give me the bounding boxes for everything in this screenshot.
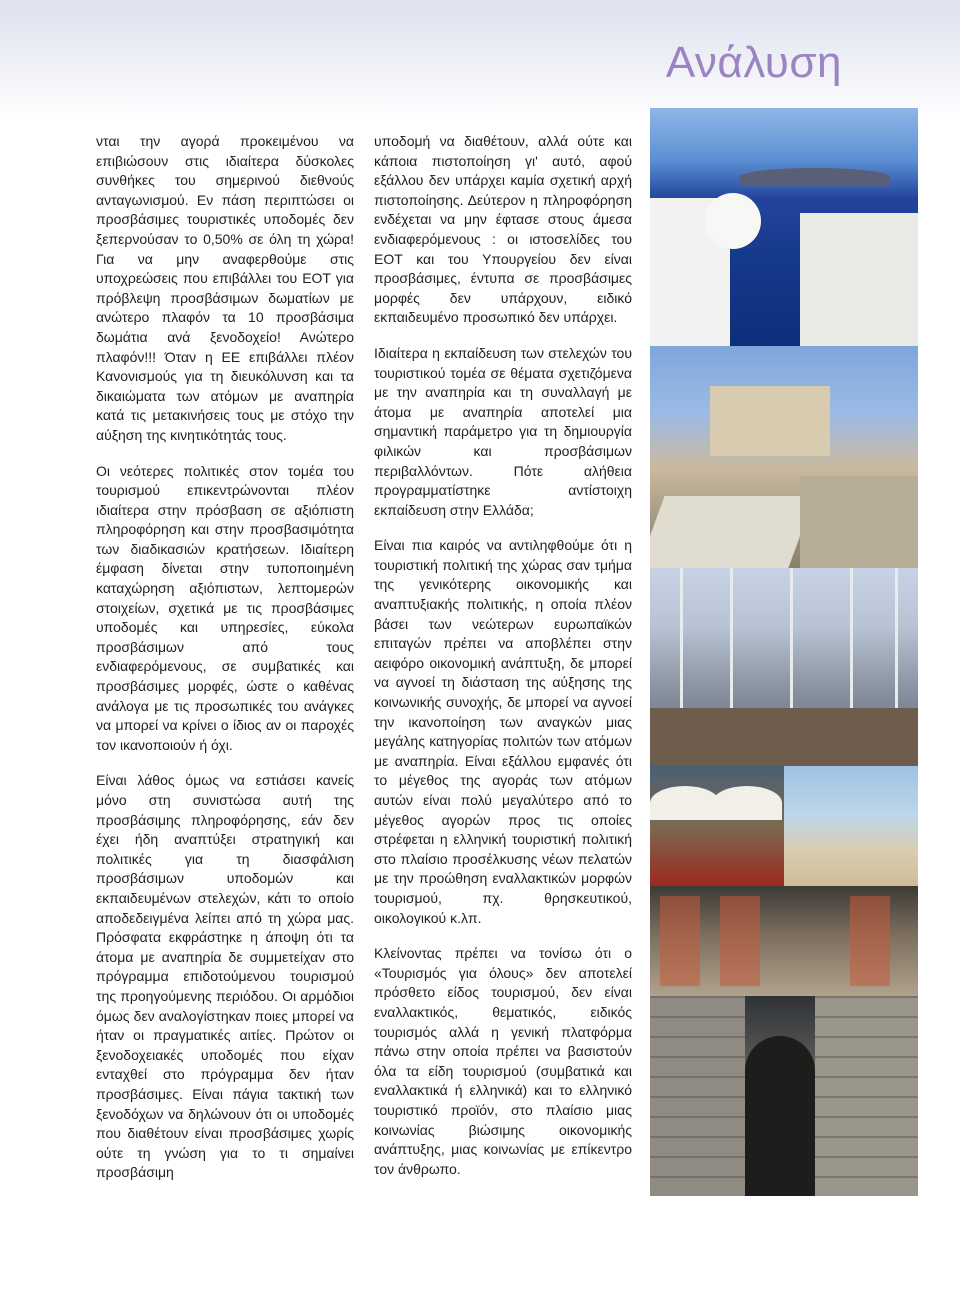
- photo-shape: [790, 568, 793, 718]
- photo-marina-sailboats: [650, 568, 918, 766]
- photo-shape: [650, 496, 815, 568]
- photo-shape: [705, 193, 761, 249]
- photo-shape: [815, 996, 918, 1196]
- photo-shape: [712, 786, 782, 820]
- photo-santorini-sea-view: [650, 108, 918, 346]
- photo-collage: [650, 108, 918, 1308]
- photo-shape: [730, 568, 733, 718]
- section-title: Ανάλυση: [665, 38, 842, 87]
- photo-cafe-terrace: [650, 766, 784, 886]
- photo-shape: [650, 996, 745, 1196]
- paragraph: νται την αγορά προκειμένου να επιβιώσουν στις ιδιαίτερα δύσκολες συνθήκες του σημερινού διεθνούς ανταγωνισμού. Εν πάση περιπτώσει οι προσβάσιμες τουριστικές υποδομές δεν ξεπερνούσαν το 0,50% σε όλη τη χώρα! Για να μην αναφερθούμε στις υποχρεώσεις που επιβάλλει του ΕΟΤ για πρόβλεψη προσβάσιμων δωματίων με ανώτερο πλαφόν τα 10 προσβάσιμα δωμάτια ανά ξενοδοχείο! Ανώτερο πλαφόν!!! Όταν η ΕΕ επιβάλλει πλέον Κανονισμούς για τη διευκόλυνση και τα δικαιώματα των ατόμων με αναπηρία κατά τις μετακινήσεις τους με στόχο την αύξηση της κινητικότητάς τους.: [96, 133, 354, 443]
- photo-shape: [720, 896, 760, 986]
- photo-shop-street: [650, 886, 918, 996]
- text-column-middle: [374, 132, 632, 1195]
- paragraph: Είναι λάθος όμως να εστιάσει κανείς μόνο στη συνιστώσα αυτή της προσβάσιμης πληροφόρησης, εάν δεν έχει ήδη αναπτύξει στρατηγική και πολιτικές για τη διασφάλιση προσβάσιμων υποδομών και εκπαιδευμένων στελεχών, κάτι το οποίο αποδεδειγμένα λείπει από τη χώρα μας. Πρόσφατα εκφράστηκε η άποψη ότι τα άτομα με αναπηρία δε συμμετείχαν στο πρόγραμμα επιδοτούμενου τουρισμού της προηγούμενης περιόδου. Οι αρμόδιοι όμως δεν αναλογίστηκαν ποιες μπορεί να ήταν οι πραγματικές αιτίες. Πρώτον οι ξενοδοχειακές υποδομές που είχαν ενταχθεί στο πρόγραμμα δεν ήταν προσβάσιμες. Είναι πάγια τακτική των ξενοδόχων να δηλώνουν ότι οι υποδομές που διαθέτουν είναι προσβάσιμες χωρίς ούτε τη γνώση για το τι σημαίνει προσβάσιμη: [96, 772, 354, 1181]
- photo-shape: [680, 568, 683, 718]
- photo-beach-wheelchair: [784, 766, 918, 886]
- photo-shape: [650, 708, 918, 766]
- photo-shape: [650, 786, 720, 820]
- paragraph: Είναι πια καιρός να αντιληφθούμε ότι η τουριστική πολιτική της χώρας σαν τμήμα της γενικότερης οικονομικής και αναπτυξιακής πολιτικής, η οποία πλέον βάσει των νεώτερων ευρωπαϊκών επιταγών πρέπει να αποβλέπει στην αειφόρο οικονομική ανάπτυξη, δε μπορεί να αγνοεί τη διάσταση της αύξησης της κοινωνικής συνοχής, δε μπορεί να αγνοεί την ικανοποίηση των αναγκών μιας μεγάλης κατηγορίας πολιτών των ατόμων με αναπηρία. Είναι εξάλλου εμφανές ότι το μέγεθος της αγοράς των ατόμων αυτών είναι πολύ μεγαλύτερο από το μέγεθος αγορών προς τις οποίες στρέφεται η ελληνική τουριστική πολιτική στο πλαίσιο προσέλκυσης νέων πελατών με την προώθηση εναλλακτικών μορφών τουρισμού, πχ. θρησκευτικού, οικολογικού κ.λπ.: [374, 537, 632, 926]
- paragraph: υποδομή να διαθέτουν, αλλά ούτε και κάποια πιστοποίηση γι' αυτό, αφού εξάλλου δεν υπάρχει καμία σχετική αρχή πιστοποίησης. Δεύτερον η πληροφόρηση ενδέχεται να μην έφτασε στους άμεσα ενδιαφερόμενους : οι ιστοσελίδες του ΕΟΤ και του Υπουργείου δεν είναι προσβάσιμες, έντυπα σε προσβάσιμες μορφές δεν υπάρχουν, ειδικό εκπαιδευμένο προσωπικό δεν υπάρχει.: [374, 133, 632, 326]
- photo-shape: [800, 476, 918, 568]
- photo-shape: [850, 568, 853, 718]
- photo-shape: [710, 386, 830, 456]
- photo-shape: [850, 896, 890, 986]
- photo-shape: [895, 568, 898, 718]
- photo-shape: [745, 1036, 815, 1196]
- photo-shape: [740, 168, 890, 186]
- photo-shape: [660, 896, 700, 986]
- photo-shape: [800, 213, 918, 346]
- photo-stone-doorway: [650, 996, 918, 1196]
- text-column-left: [96, 132, 354, 1199]
- photo-acropolis-wheelchair-visitors: [650, 346, 918, 568]
- paragraph: Οι νεότερες πολιτικές στον τομέα του τουρισμού επικεντρώνονται πλέον ιδιαίτερα στην πρόσβαση σε αξιόπιστη πληροφόρηση και στην προσβασιμότητα των διαδικασιών κρατήσεων. Ιδιαίτερη έμφαση δίνεται στην τυποποιημένη καταχώρηση αξιόπιστων, λεπτομερών στοιχείων, σχετικά με τις προσβάσιμες υποδομές και υπηρεσίες, εύκολα προσβάσιμων από τους ενδιαφερόμενους, σε συμβατικές και προσβάσιμες μορφές, ώστε ο καθένας ανάλογα με τις προσωπικές του ανάγκες να μπορεί να κρίνει ο ίδιος αν οι παροχές τον ικανοποιούν ή όχι.: [96, 462, 354, 753]
- paragraph: Κλείνοντας πρέπει να τονίσω ότι ο «Τουρισμός για όλους» δεν αποτελεί πρόσθετο είδος τουρισμού, δεν είναι εναλλακτικός, θεματικός, ειδικός τουρισμός αλλά η γενική πλατφόρμα πάνω στην οποία πρέπει να βασιστούν όλα τα είδη τουρισμού (συμβατικά και εναλλακτικά ή ελληνικά) και το ελληνικό τουριστικό προϊόν, στο πλαίσιο μιας κοινωνίας βιώσιμης οικονομικής ανάπτυξης, μιας κοινωνίας με επίκεντρο τον άνθρωπο.: [374, 945, 632, 1177]
- paragraph: Ιδιαίτερα η εκπαίδευση των στελεχών του τουριστικού τομέα σε θέματα σχετιζόμενα με την αναπηρία και τη συναλλαγή με άτομα με αναπηρία αποτελεί μια σημαντική παράμετρο για τη δημιουργία φιλικών και προσβάσιμων περιβαλλόντων. Πότε αλήθεια προγραμματίστηκε αντίστοιχη εκπαίδευση στην Ελλάδα;: [374, 344, 632, 518]
